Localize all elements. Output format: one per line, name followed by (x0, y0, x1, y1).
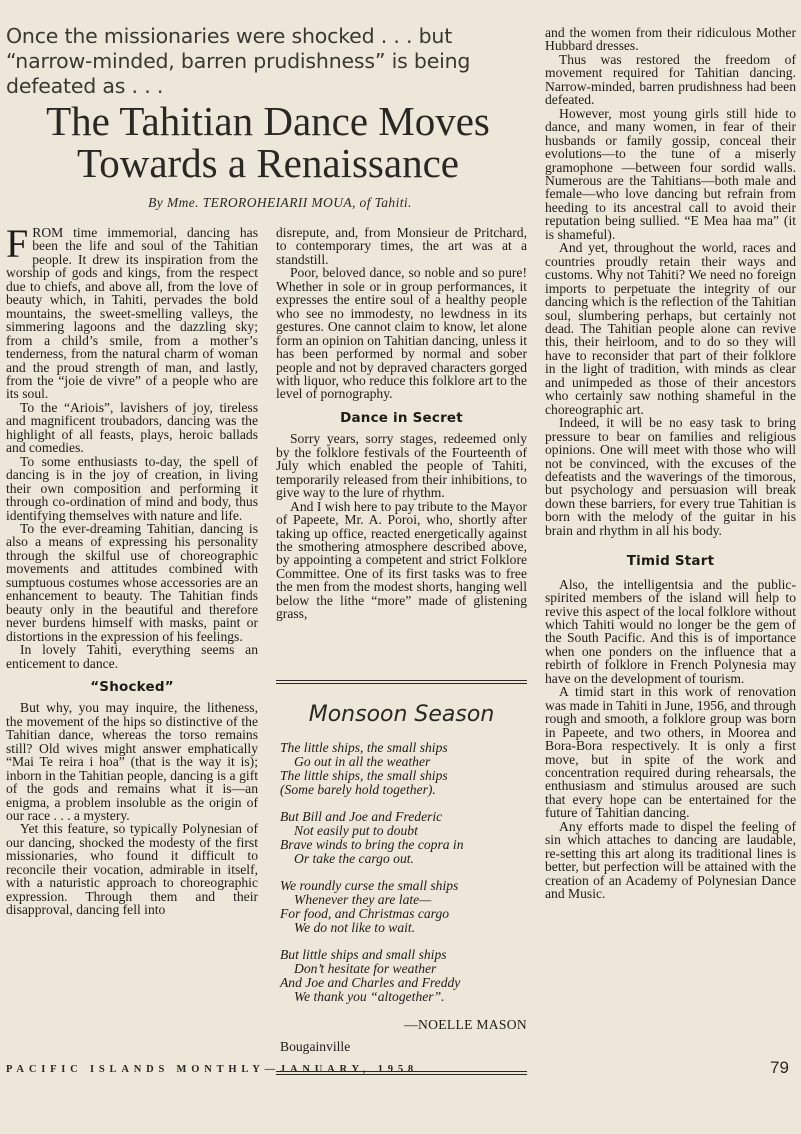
paragraph: and the women from their ridiculous Mother Hubbard dresses. (545, 25, 796, 54)
poem-line: We do not like to wait. (294, 920, 416, 935)
column-2 (276, 226, 527, 621)
byline: By Mme. TEROROHEIARII MOUA, of Tahiti. (148, 195, 412, 210)
paragraph: disrepute, and, from Monsieur de Pritchard, to contemporary times, the art was at a standstill. (276, 225, 527, 267)
subheading-dance-in-secret: Dance in Secret (340, 409, 463, 426)
footer-publication: PACIFIC ISLANDS MONTHLY—JANUARY, 1958 (6, 1064, 418, 1075)
poem-line: Not easily put to doubt (294, 823, 418, 838)
paragraph: Yet this feature, so typically Polynesian of our dancing, shocked the modesty of the first missionaries, who found it difficult to reconcile their vocation, admirable in itself, with a naturistic approach to choreographic expression. Through them and their disapproval, dancing fell into (6, 821, 258, 918)
poem-line: The little ships, the small ships (280, 768, 448, 783)
paragraph: To some enthusiasts to-day, the spell of dancing is in the joy of creation, in living their own composition and performing it through co-ordination of mind and body, thus identifying themselves with nature and life. (6, 453, 258, 523)
poem-place: Bougainville (280, 1039, 351, 1054)
paragraph: Sorry years, sorry stages, redeemed only by the folklore festivals of the Fourteenth of July which enabled the people of Tahiti, temporarily released from their inhibitions, to give way to the lure of rhythm. (276, 431, 527, 501)
page-number: 79 (770, 1058, 789, 1077)
headline (8, 100, 528, 184)
headline-line-1: The Tahitian Dance Moves (46, 98, 490, 144)
poem-line: We thank you “altogether”. (294, 989, 445, 1004)
stanza (280, 810, 527, 866)
poem-line: (Some barely hold together). (280, 782, 436, 797)
paragraph: Thus was restored the freedom of movement required for Tahitian dancing. Narrow-minded, barren prudishness had been defeated. (545, 51, 796, 108)
paragraph: To the ever-dreaming Tahitian, dancing is also a means of expressing his personality through the skilful use of choreographic movements and attitudes combined with sumptuous costumes whose accessories are an enhancement to beauty. The Tahitian finds beauty only in the beautiful and therefore never burdens himself with masks, paint or distortions in the expression of his feelings. (6, 520, 258, 644)
paragraph: In lovely Tahiti, everything seems an enticement to dance. (6, 642, 258, 671)
stanza (280, 879, 527, 935)
paragraph: Poor, beloved dance, so noble and so pure! Whether in sole or in group performances, it expresses the entire soul of a healthy people who see no immodesty, no lewdness in its gestures. One cannot claim to know, let alone form an opinion on Tahitian dancing, unless it has been performed by normal and sober people and not by depraved characters gorged with liquor, who reduce this folklore art to the level of pornography. (276, 265, 527, 402)
poem-body (276, 741, 527, 1004)
poem-line: Or take the cargo out. (294, 851, 414, 866)
poem-line: Whenever they are late— (294, 892, 432, 907)
column-1 (6, 221, 258, 918)
kicker: Once the missionaries were shocked . . . but “narrow-minded, barren prudishness” is being defeated as . . . (6, 24, 471, 98)
poem-title: Monsoon Season (308, 702, 495, 727)
poem-box (276, 680, 527, 1075)
poem-author: —NOELLE MASON (404, 1017, 527, 1032)
subheading-shocked: “Shocked” (90, 678, 174, 695)
divider (276, 683, 527, 684)
paragraph: A timid start in this work of renovation was made in Tahiti in June, 1956, and through rough and smooth, a folklore group was born in Papeete, and two others, in Moorea and Bora-Bora respectively. It is only a first move, but in spite of the work and concentration required during rehearsals, the enthusiasm and stimulus aroused are such that every hope can be entertained for the future of Tahitian dancing. (545, 684, 796, 821)
subheading-timid-start: Timid Start (626, 553, 715, 570)
poem-line: The little ships, the small ships (280, 740, 448, 755)
paragraph: Also, the intelligentsia and the public-spirited members of the island will help to revive this aspect of the local folklore without which Tahiti would no longer be the gem of the South Pacific. And this is of importance when one ponders on the influence that a rebirth of folklore in French Polynesia may have on the development of tourism. (545, 576, 796, 686)
paragraph: And yet, throughout the world, races and countries proudly retain their ways and customs. Why not Tahiti? We need no foreign imports to perpetuate the integrity of our dancing which is the reflection of the Tahitian soul, slumbering perhaps, but certainly not dead. The Tahitian people alone can revive this, their heirloom, and to do so they will have to reconsider that part of their folklore in the light of tradition, with minds as clear and unimpeded as those of their ancestors who certainly saw nothing shameful in the choreographic art. (545, 240, 796, 417)
stanza (280, 741, 527, 797)
headline-line-2: Towards a Renaissance (77, 140, 459, 186)
paragraph-text: ROM time immemorial, dancing has been the life and soul of the Tahitian people. It drew its inspiration from the worship of gods and kings, from the respect due to chiefs, and above all, from the love of beauty which, in Tahiti, pervades the bold mountains, the sweet-smelling valleys, the simmering lagoons and the dazzling sky; from a child’s smile, from a mother’s tenderness, from the natural charm of woman and the proud strength of man, and lastly, from the “joie de vivre” of a people who are its soul. (6, 225, 258, 402)
poem-line: Brave winds to bring the copra in (280, 837, 464, 852)
poem-line: For food, and Christmas cargo (280, 906, 450, 921)
paragraph: Any efforts made to dispel the feeling of sin which attaches to dancing are laudable, re-setting this art along its traditional lines is better, but perfection will be attained with the creation of an Academy of Polynesian Dance and Music. (545, 818, 796, 902)
paragraph: To the “Ariois”, lavishers of joy, tireless and magnificent troubadors, dancing was the highlight of all feasts, plays, heroic ballads and comedies. (6, 399, 258, 456)
poem-line: Go out in all the weather (294, 754, 431, 769)
poem-line: Don’t hesitate for weather (294, 961, 437, 976)
paragraph: But why, you may inquire, the litheness, the movement of the hips so distinctive of the Tahitian dance, whereas the torso remains still? Old wives might answer emphatically “Mai Te reira i hoa” (that is the way it is); inborn in the Tahitian people, dancing is a gift of the gods and remains what it is—an enigma, a problem insoluble as the origin of our race . . . a mystery. (6, 700, 258, 824)
poem-line: We roundly curse the small ships (280, 878, 459, 893)
paragraph (6, 221, 258, 402)
paragraph: However, most young girls still hide to dance, and many women, in fear of their husbands or family gossip, conceal their evolutions—to the tune of a miserly gramophone —between four sordid walls. Numerous are the Tahitians—both male and female—who love dancing but refrain from heeding to its ancestral call to avoid their reputation being sullied. “E Mea haa ma” (it is shameful). (545, 105, 796, 242)
poem-line: But little ships and small ships (280, 947, 447, 962)
stanza (280, 948, 527, 1004)
paragraph: And I wish here to pay tribute to the Mayor of Papeete, Mr. A. Poroi, who, shortly after taking up office, reacted energetically against the smothering atmosphere described above, by appointing a competent and strict Folklore Committee. One of its first tasks was to free the men from the modest shorts, hanging well below the lithe “more” made of glistening grass, (276, 498, 527, 622)
column-3 (545, 26, 796, 901)
paragraph: Indeed, it will be no easy task to bring pressure to bear on families and religious opinions. One will meet with those who will not be convinced, with the excuses of the defeatists and the waverings of the timorous, but psychology and persuasion will break down these barriers, for every true Tahitian is born with the melody of the guitar in his brain and rhythm in all his body. (545, 415, 796, 538)
drop-cap: F (6, 221, 29, 266)
poem-line: But Bill and Joe and Frederic (280, 809, 443, 824)
divider (276, 680, 527, 681)
poem-line: And Joe and Charles and Freddy (280, 975, 461, 990)
